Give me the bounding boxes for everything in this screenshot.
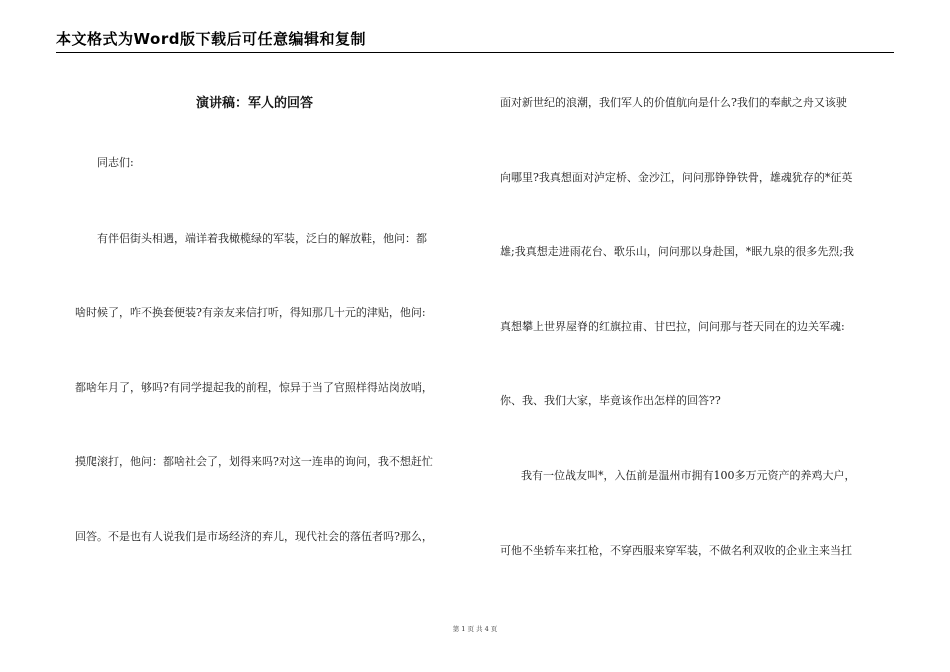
banner-divider [56, 52, 894, 53]
text-line: 向哪里?我真想面对泸定桥、金沙江，问问那铮铮铁骨，雄魂犹存的*征英 [500, 171, 853, 184]
page-number: 第 1 页 共 4 页 [452, 625, 498, 633]
salutation-line: 同志们: [97, 156, 134, 169]
text-line: 我有一位战友叫*，入伍前是温州市拥有100多万元资产的养鸡大户， [521, 469, 856, 482]
text-line: 真想攀上世界屋脊的红旗拉甫、甘巴拉，问问那与苍天同在的边关军魂: [500, 320, 845, 333]
text-line: 啥时候了，咋不换套便装?有亲友来信打听，得知那几十元的津贴，他问: [75, 306, 426, 319]
text-line: 你、我、我们大家，毕竟该作出怎样的回答?? [500, 394, 721, 407]
text-line: 有伴侣街头相遇，端详着我橄榄绿的军装，泛白的解放鞋，他问：都 [97, 232, 427, 245]
text-line: 面对新世纪的浪潮，我们军人的价值航向是什么?我们的奉献之舟又该驶 [500, 96, 847, 109]
text-line: 雄;我真想走进雨花台、歌乐山，问问那以身赴国，*眠九泉的很多先烈;我 [500, 245, 854, 258]
text-line: 都啥年月了，够吗?有同学提起我的前程，惊异于当了官照样得站岗放哨， [75, 381, 433, 394]
text-line: 摸爬滚打，他问：都啥社会了，划得来吗?对这一连串的询问，我不想赶忙 [75, 455, 433, 468]
text-line: 可他不坐轿车来扛枪，不穿西服来穿军装，不做名利双收的企业主来当扛 [500, 544, 852, 557]
document-title: 演讲稿：军人的回答 [196, 96, 314, 111]
text-line: 回答。不是也有人说我们是市场经济的弃儿，现代社会的落伍者吗?那么， [75, 530, 433, 543]
download-banner: 本文格式为Word版下载后可任意编辑和复制 [56, 30, 366, 48]
